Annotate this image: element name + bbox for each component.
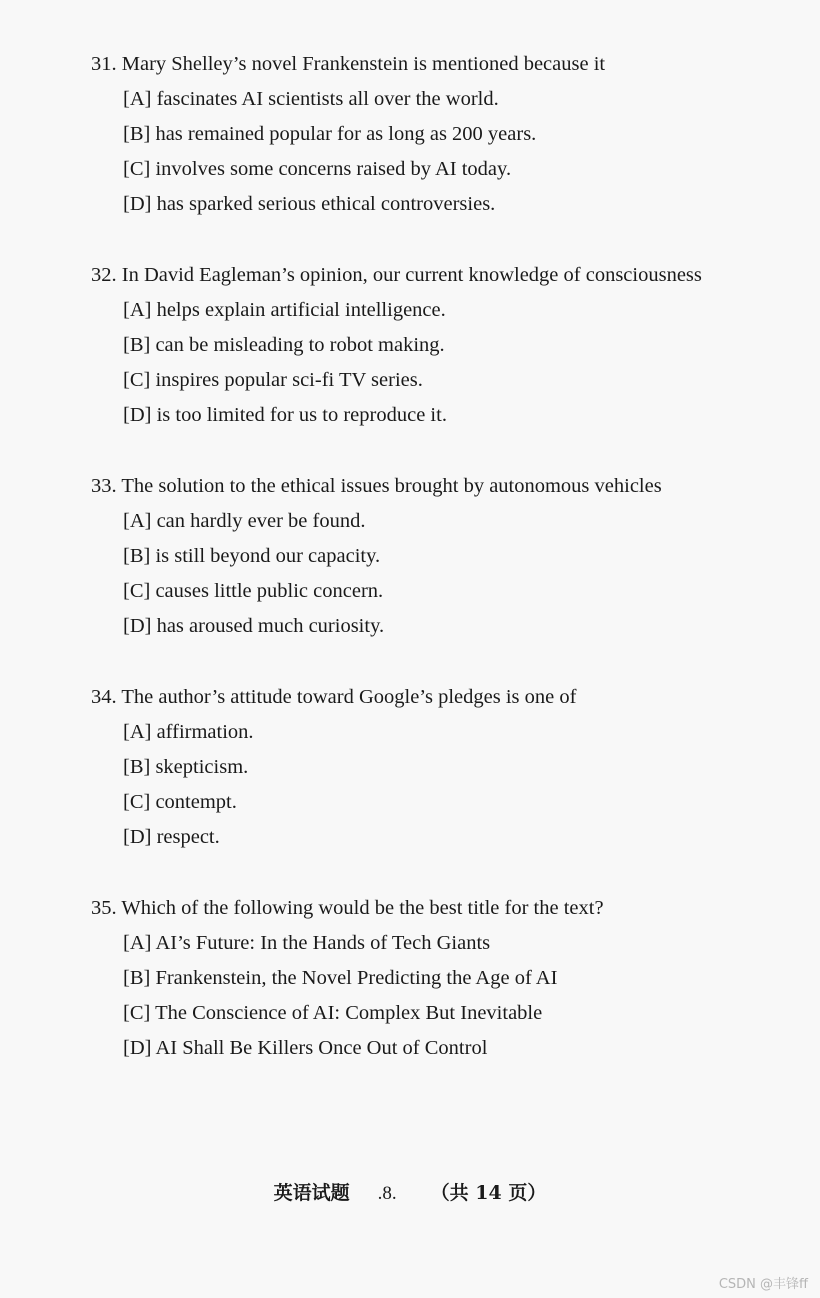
option-c: [C] contempt. <box>123 791 237 813</box>
option-c: [C] involves some concerns raised by AI today. <box>123 158 512 180</box>
option-c: [C] causes little public concern. <box>123 580 384 602</box>
footer-subject: 英语试题 <box>273 1182 350 1204</box>
option-a: [A] fascinates AI scientists all over the world. <box>123 88 499 110</box>
option-b: [B] can be misleading to robot making. <box>123 334 445 356</box>
option-a: [A] helps explain artificial intelligence. <box>123 299 446 321</box>
option-b: [B] has remained popular for as long as 200 years. <box>123 123 537 145</box>
option-b: [B] Frankenstein, the Novel Predicting the Age of AI <box>123 967 558 989</box>
option-a: [A] AI’s Future: In the Hands of Tech Giants <box>123 932 491 954</box>
footer-page-number: .8. <box>377 1183 397 1204</box>
option-a: [A] affirmation. <box>123 721 254 743</box>
option-b: [B] is still beyond our capacity. <box>123 545 381 567</box>
option-d: [D] has sparked serious ethical controversies. <box>123 193 496 215</box>
option-a: [A] can hardly ever be found. <box>123 510 366 532</box>
question-34 <box>91 680 791 855</box>
option-b: [B] skepticism. <box>123 756 249 778</box>
option-d: [D] has aroused much curiosity. <box>123 615 385 637</box>
option-c: [C] The Conscience of AI: Complex But Inevitable <box>123 1002 543 1024</box>
question-stem: 34. The author’s attitude toward Google’s pledges is one of <box>91 686 577 708</box>
question-stem: 31. Mary Shelley’s novel Frankenstein is mentioned because it <box>91 53 606 75</box>
question-stem: 35. Which of the following would be the best title for the text? <box>91 897 604 919</box>
question-35 <box>91 891 791 1066</box>
page-footer <box>0 1178 820 1209</box>
option-d: [D] AI Shall Be Killers Once Out of Control <box>123 1037 488 1059</box>
question-31 <box>91 47 791 222</box>
watermark: CSDN @丰锋ff <box>718 1277 808 1292</box>
question-stem: 32. In David Eagleman’s opinion, our current knowledge of consciousness <box>91 264 702 286</box>
footer-total-pages: （共 14 页） <box>430 1182 547 1204</box>
option-d: [D] respect. <box>123 826 220 848</box>
question-33 <box>91 469 791 644</box>
option-d: [D] is too limited for us to reproduce it. <box>123 404 447 426</box>
option-c: [C] inspires popular sci-fi TV series. <box>123 369 423 391</box>
question-stem: 33. The solution to the ethical issues brought by autonomous vehicles <box>91 475 662 497</box>
question-32 <box>91 258 791 433</box>
